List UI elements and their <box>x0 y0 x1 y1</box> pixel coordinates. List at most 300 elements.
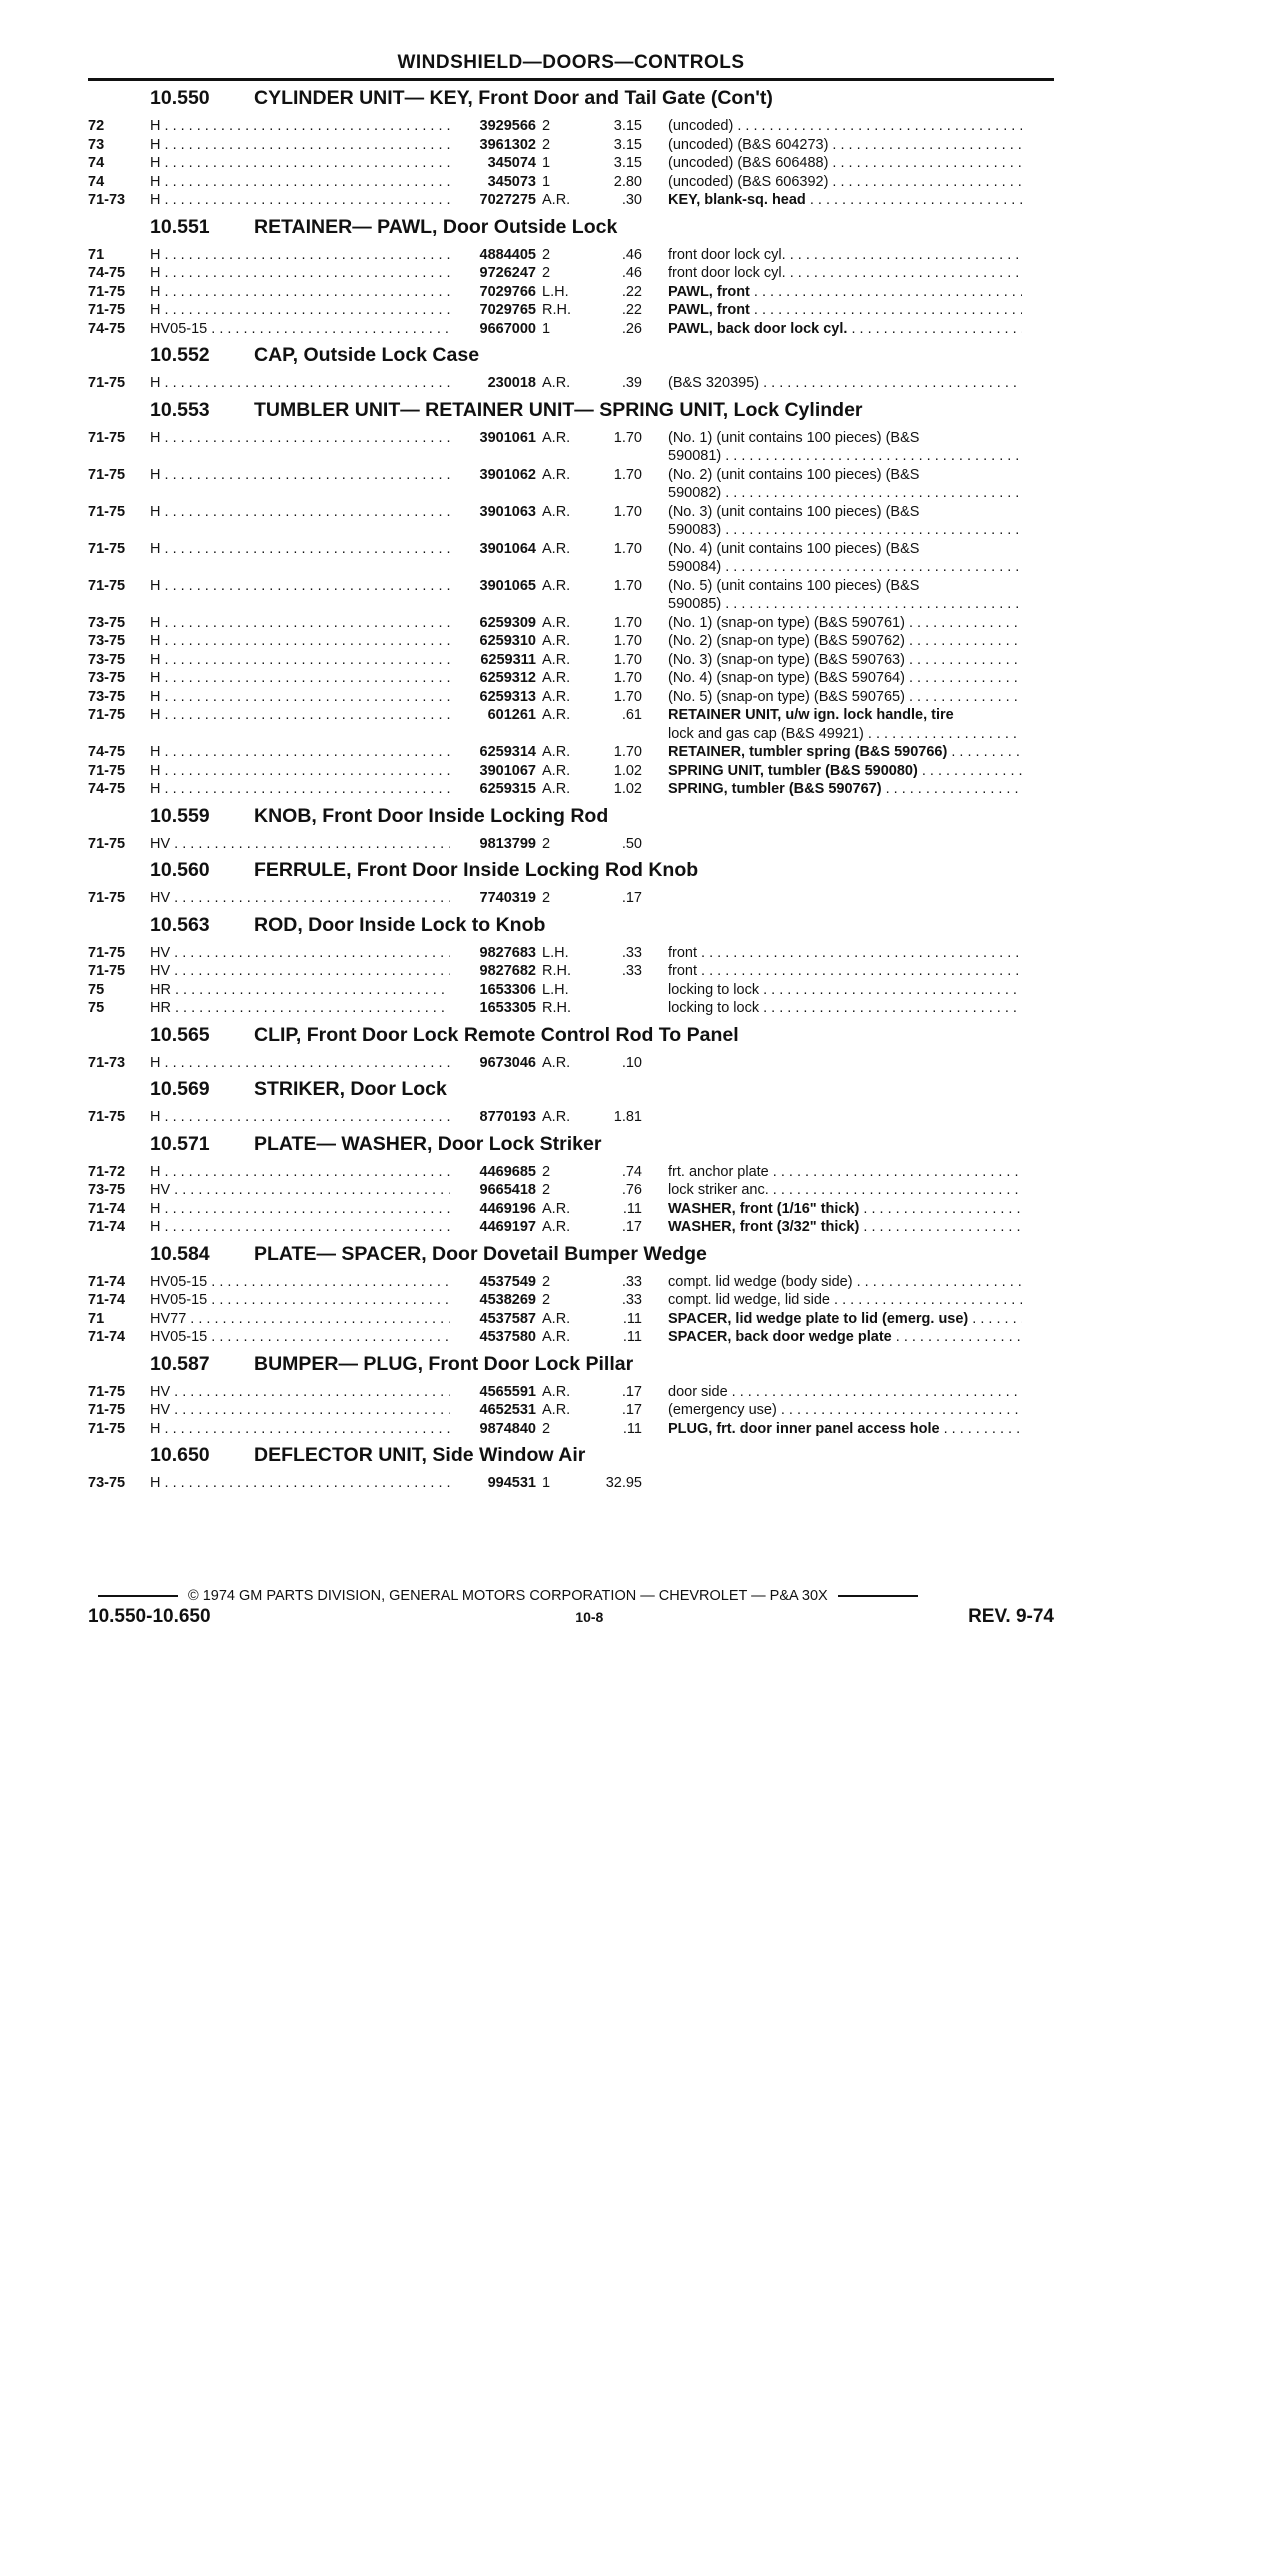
year-range: 75 <box>88 1000 105 1016</box>
part-row <box>88 1218 1054 1237</box>
description-line <box>668 577 1022 596</box>
price: .11 <box>622 1329 642 1345</box>
section-title: KNOB, Front Door Inside Locking Rod <box>254 804 609 827</box>
quantity: A.R. <box>542 744 571 760</box>
description-text: 590085) <box>668 596 722 612</box>
description-text: 590084) <box>668 559 722 575</box>
part-number: 345074 <box>487 155 536 171</box>
leader-dots <box>160 174 450 190</box>
section-10-565 <box>88 1022 1054 1073</box>
description <box>642 301 1022 320</box>
part-row <box>88 1163 1054 1182</box>
price: .22 <box>621 283 642 300</box>
leader-dots <box>207 321 450 337</box>
section-heading <box>88 1076 1054 1108</box>
model-code-text: H <box>150 614 161 631</box>
part-row <box>88 1054 1054 1073</box>
description <box>642 981 1022 1000</box>
description <box>642 1108 1022 1127</box>
page-title: WINDSHIELD—DOORS—CONTROLS <box>88 52 1054 81</box>
model-code <box>150 780 450 799</box>
price: .50 <box>621 835 642 852</box>
description-line <box>668 447 1022 466</box>
description-text: WASHER, front (3/32" thick) <box>668 1219 860 1235</box>
leader-dots <box>828 155 1022 171</box>
description-text: (No. 3) (unit contains 100 pieces) (B&S <box>668 503 920 520</box>
leader-dots <box>905 652 1022 668</box>
part-row <box>88 632 1054 651</box>
leader-dots <box>806 192 1022 208</box>
description <box>642 1054 1022 1073</box>
quantity: A.R. <box>542 762 571 779</box>
leader-dots <box>170 890 450 906</box>
description-line <box>668 962 1022 981</box>
price: .17 <box>621 1219 642 1235</box>
description-text: front door lock cyl. <box>668 265 786 281</box>
price: 1.70 <box>613 651 642 668</box>
leader-dots <box>170 963 450 979</box>
model-code-text: HV <box>150 890 171 906</box>
description <box>642 374 1022 393</box>
leader-dots <box>171 1000 450 1016</box>
part-number: 1653305 <box>479 1000 536 1016</box>
section-title: BUMPER— PLUG, Front Door Lock Pillar <box>254 1352 634 1375</box>
description-text: lock striker anc. <box>668 1182 769 1198</box>
part-row <box>88 1383 1054 1402</box>
quantity: A.R. <box>542 1329 571 1345</box>
section-10-569 <box>88 1076 1054 1127</box>
leader-dots <box>186 1311 450 1327</box>
part-row <box>88 688 1054 707</box>
description <box>642 1401 1022 1420</box>
part-row <box>88 173 1054 192</box>
section-heading <box>88 397 1054 429</box>
year-range: 71-75 <box>88 540 126 557</box>
section-title: PLATE— SPACER, Door Dovetail Bumper Wedge <box>254 1242 707 1265</box>
price: 1.70 <box>613 540 642 557</box>
leader-dots <box>160 707 450 723</box>
description-line <box>668 1273 1022 1292</box>
leader-dots <box>160 670 450 686</box>
price: 3.15 <box>613 118 642 134</box>
part-row <box>88 320 1054 339</box>
description-text: (uncoded) (B&S 604273) <box>668 136 829 153</box>
section-number: 10.560 <box>150 859 210 881</box>
description-line <box>668 1181 1022 1200</box>
description-line <box>668 558 1022 577</box>
description <box>642 962 1022 981</box>
description <box>642 669 1022 688</box>
description-line <box>668 154 1022 173</box>
section-heading <box>88 1442 1054 1474</box>
section-10-559 <box>88 803 1054 854</box>
description-text: (No. 4) (unit contains 100 pieces) (B&S <box>668 540 920 557</box>
price: 3.15 <box>613 155 642 171</box>
model-code-text: HV05-15 <box>150 1329 208 1345</box>
leader-dots <box>160 541 450 557</box>
quantity: 2 <box>542 890 551 906</box>
leader-dots <box>853 1274 1022 1290</box>
description <box>642 889 1022 908</box>
leader-dots <box>160 430 450 446</box>
section-number: 10.584 <box>150 1242 210 1265</box>
description-text: compt. lid wedge, lid side <box>668 1292 830 1308</box>
model-code <box>150 999 450 1018</box>
model-code-text: H <box>150 429 161 446</box>
part-row <box>88 540 1054 577</box>
section-heading <box>88 1022 1054 1054</box>
part-row <box>88 374 1054 393</box>
quantity: 1 <box>542 320 551 337</box>
year-range: 73-75 <box>88 633 126 649</box>
part-row <box>88 1291 1054 1310</box>
price: 2.80 <box>613 173 642 190</box>
year-range: 71-75 <box>88 835 126 852</box>
price <box>588 999 642 1018</box>
leader-dots <box>786 247 1022 263</box>
description-text: PLUG, frt. door inner panel access hole <box>668 1420 940 1437</box>
quantity: 1 <box>542 155 551 171</box>
model-code-text: H <box>150 651 161 668</box>
model-code <box>150 466 450 503</box>
year-range: 71-74 <box>88 1329 126 1345</box>
leader-dots <box>160 118 450 134</box>
description-line <box>668 632 1022 651</box>
model-code <box>150 283 450 302</box>
description-text: RETAINER UNIT, u/w ign. lock handle, tire <box>668 707 954 723</box>
description <box>642 154 1022 173</box>
quantity: R.H. <box>542 1000 571 1016</box>
description <box>642 1474 1022 1493</box>
leader-dots <box>160 763 450 779</box>
description-line <box>668 1383 1022 1402</box>
price: 1.70 <box>613 614 642 631</box>
leader-dots <box>721 522 1022 538</box>
part-number: 4469196 <box>479 1200 536 1217</box>
description-line <box>668 981 1022 1000</box>
year-range: 71-75 <box>88 503 126 520</box>
quantity: A.R. <box>542 1402 571 1418</box>
part-number: 3901067 <box>479 762 536 779</box>
leader-dots <box>721 559 1022 575</box>
section-title: FERRULE, Front Door Inside Locking Rod Knob <box>254 859 699 881</box>
description <box>642 136 1022 155</box>
description-line <box>668 725 1022 744</box>
model-code <box>150 374 450 393</box>
year-range: 71-75 <box>88 375 126 391</box>
year-range: 74 <box>88 155 105 171</box>
section-heading <box>88 214 1054 246</box>
year-range: 71-75 <box>88 1383 126 1400</box>
part-number: 8770193 <box>479 1109 536 1125</box>
description-text: (emergency use) <box>668 1402 777 1418</box>
section-number: 10.563 <box>150 913 210 936</box>
model-code-text: H <box>150 1420 161 1437</box>
model-code-text: HR <box>150 1000 171 1016</box>
leader-dots <box>830 1292 1022 1308</box>
price: .11 <box>622 1200 642 1217</box>
year-range: 71-75 <box>88 302 126 318</box>
part-row <box>88 1474 1054 1493</box>
description-line <box>668 669 1022 688</box>
description-line <box>668 283 1022 302</box>
section-number: 10.550 <box>150 87 210 109</box>
section-title: CAP, Outside Lock Case <box>254 344 480 366</box>
price: .11 <box>622 1310 642 1327</box>
leader-dots <box>759 982 1022 998</box>
model-code <box>150 669 450 688</box>
part-number: 601261 <box>487 707 536 723</box>
model-code <box>150 1383 450 1402</box>
model-code <box>150 1181 450 1200</box>
description <box>642 264 1022 283</box>
part-row <box>88 136 1054 155</box>
description-line <box>668 301 1022 320</box>
quantity: 2 <box>542 136 551 153</box>
description <box>642 999 1022 1018</box>
model-code-text: H <box>150 192 161 208</box>
section-title: CYLINDER UNIT— KEY, Front Door and Tail Gate (Con't) <box>254 87 773 109</box>
year-range: 75 <box>88 981 105 998</box>
leader-dots <box>905 670 1022 686</box>
section-heading <box>88 1131 1054 1163</box>
leader-dots <box>160 467 450 483</box>
part-row <box>88 117 1054 136</box>
model-code <box>150 981 450 1000</box>
leader-dots <box>160 781 450 797</box>
leader-dots <box>207 1274 450 1290</box>
part-number: 9673046 <box>479 1054 536 1071</box>
description-line <box>668 706 1022 725</box>
section-heading <box>88 857 1054 889</box>
description <box>642 320 1022 339</box>
leader-dots <box>697 963 1022 979</box>
section-heading <box>88 912 1054 944</box>
quantity: A.R. <box>542 1200 571 1217</box>
section-title: DEFLECTOR UNIT, Side Window Air <box>254 1444 586 1466</box>
part-number: 4652531 <box>479 1402 536 1418</box>
price: .10 <box>621 1054 642 1071</box>
model-code-text: H <box>150 1163 161 1180</box>
description-text: (B&S 320395) <box>668 375 760 391</box>
description-text: KEY, blank-sq. head <box>668 192 806 208</box>
part-row <box>88 743 1054 762</box>
leader-dots <box>728 1384 1022 1400</box>
part-number: 6259314 <box>479 744 536 760</box>
description-line <box>668 503 1022 522</box>
price: 1.02 <box>613 762 642 779</box>
description-line <box>668 762 1022 781</box>
description <box>642 191 1022 210</box>
page-footer <box>88 1588 1054 1628</box>
part-row <box>88 780 1054 799</box>
year-range: 74-75 <box>88 781 126 797</box>
model-code-text: H <box>150 302 161 318</box>
price: 1.70 <box>613 688 642 705</box>
description-text: SPACER, back door wedge plate <box>668 1329 892 1345</box>
model-code <box>150 1474 450 1493</box>
price: .17 <box>621 1383 642 1400</box>
description-text: (No. 2) (unit contains 100 pieces) (B&S <box>668 466 920 483</box>
price: .33 <box>621 1273 642 1290</box>
part-number: 9813799 <box>479 835 536 852</box>
year-range: 71-74 <box>88 1200 126 1217</box>
description <box>642 743 1022 762</box>
part-number: 9665418 <box>479 1182 536 1198</box>
section-title: STRIKER, Door Lock <box>254 1078 447 1100</box>
leader-dots <box>947 744 1022 760</box>
section-10-650 <box>88 1442 1054 1493</box>
quantity: L.H. <box>542 981 569 998</box>
year-range: 71-75 <box>88 944 126 961</box>
quantity: 2 <box>542 1420 551 1437</box>
section-range: 10.550-10.650 <box>88 1606 211 1627</box>
model-code <box>150 577 450 614</box>
leader-dots <box>207 1292 450 1308</box>
description-text: (uncoded) (B&S 606392) <box>668 173 829 190</box>
description-text: lock and gas cap (B&S 49921) <box>668 725 864 742</box>
description <box>642 1181 1022 1200</box>
description-line <box>668 246 1022 265</box>
description-line <box>668 999 1022 1018</box>
model-code <box>150 1420 450 1439</box>
leader-dots <box>170 945 450 961</box>
part-row <box>88 191 1054 210</box>
leader-dots <box>721 596 1022 612</box>
model-code <box>150 632 450 651</box>
section-10-560 <box>88 857 1054 908</box>
description-line <box>668 1328 1022 1347</box>
leader-dots <box>160 578 450 594</box>
model-code <box>150 651 450 670</box>
section-number: 10.571 <box>150 1132 210 1155</box>
part-number: 230018 <box>487 375 536 391</box>
description-text: front <box>668 944 698 961</box>
leader-dots <box>160 652 450 668</box>
model-code <box>150 1108 450 1127</box>
leader-dots <box>759 1000 1022 1016</box>
part-row <box>88 1108 1054 1127</box>
model-code-text: HR <box>150 981 171 998</box>
part-number: 6259309 <box>479 614 536 631</box>
price: 32.95 <box>605 1475 642 1491</box>
year-range: 71-75 <box>88 707 126 723</box>
model-code <box>150 835 450 854</box>
quantity: A.R. <box>542 1109 571 1125</box>
model-code-text: H <box>150 283 161 300</box>
description-line <box>668 264 1022 283</box>
year-range: 71-75 <box>88 577 126 594</box>
part-row <box>88 889 1054 908</box>
section-number: 10.587 <box>150 1352 210 1375</box>
model-code-text: H <box>150 1475 161 1491</box>
leader-dots <box>160 1219 450 1235</box>
description <box>642 688 1022 707</box>
model-code <box>150 1291 450 1310</box>
part-number: 7027275 <box>479 192 536 208</box>
part-row <box>88 264 1054 283</box>
year-range: 71-75 <box>88 466 126 483</box>
section-10-552 <box>88 342 1054 393</box>
price: 3.15 <box>613 136 642 153</box>
quantity: 2 <box>542 1182 551 1198</box>
description-text: (No. 5) (snap-on type) (B&S 590765) <box>668 688 905 705</box>
part-row <box>88 999 1054 1018</box>
section-heading <box>88 803 1054 835</box>
year-range: 72 <box>88 118 105 134</box>
model-code-text: H <box>150 173 161 190</box>
year-range: 71-74 <box>88 1219 126 1235</box>
leader-dots <box>160 1201 450 1217</box>
section-title: PLATE— WASHER, Door Lock Striker <box>254 1132 602 1155</box>
model-code <box>150 540 450 577</box>
price: 1.70 <box>613 503 642 520</box>
model-code <box>150 429 450 466</box>
description-text: frt. anchor plate <box>668 1163 769 1180</box>
part-row <box>88 981 1054 1000</box>
description-line <box>668 1163 1022 1182</box>
quantity: A.R. <box>542 670 571 686</box>
leader-dots <box>864 726 1022 742</box>
year-range: 71-75 <box>88 762 126 779</box>
description-text: front door lock cyl. <box>668 246 786 263</box>
description-line <box>668 540 1022 559</box>
price: .22 <box>621 302 642 318</box>
part-row <box>88 1328 1054 1347</box>
price: 1.70 <box>613 744 642 760</box>
part-row <box>88 669 1054 688</box>
price: .17 <box>621 890 642 906</box>
description <box>642 944 1022 963</box>
part-number: 9726247 <box>479 265 536 281</box>
description <box>642 1200 1022 1219</box>
model-code <box>150 264 450 283</box>
year-range: 71-75 <box>88 283 126 300</box>
description <box>642 1273 1022 1292</box>
description-text: RETAINER, tumbler spring (B&S 590766) <box>668 744 948 760</box>
section-heading <box>88 1351 1054 1383</box>
leader-dots <box>160 1109 450 1125</box>
leader-dots <box>750 302 1022 318</box>
quantity: A.R. <box>542 651 571 668</box>
quantity: A.R. <box>542 429 571 446</box>
leader-dots <box>769 1182 1022 1198</box>
model-code-text: H <box>150 265 161 281</box>
year-range: 71-75 <box>88 1420 126 1437</box>
part-number: 3901062 <box>479 466 536 483</box>
price: 1.81 <box>613 1109 642 1125</box>
leader-dots <box>160 265 450 281</box>
model-code-text: H <box>150 136 161 153</box>
price: 1.70 <box>613 577 642 594</box>
description <box>642 780 1022 799</box>
quantity: 1 <box>542 173 551 190</box>
leader-dots <box>160 284 450 300</box>
footer-bottom <box>88 1606 1054 1628</box>
section-number: 10.650 <box>150 1444 210 1466</box>
model-code <box>150 889 450 908</box>
model-code-text: H <box>150 1200 161 1217</box>
description-line <box>668 521 1022 540</box>
part-row <box>88 1310 1054 1329</box>
leader-dots <box>968 1311 1022 1327</box>
description <box>642 1310 1022 1329</box>
description-line <box>668 374 1022 393</box>
model-code <box>150 117 450 136</box>
part-number: 3901061 <box>479 429 536 446</box>
description <box>642 1291 1022 1310</box>
leader-dots <box>828 174 1022 190</box>
